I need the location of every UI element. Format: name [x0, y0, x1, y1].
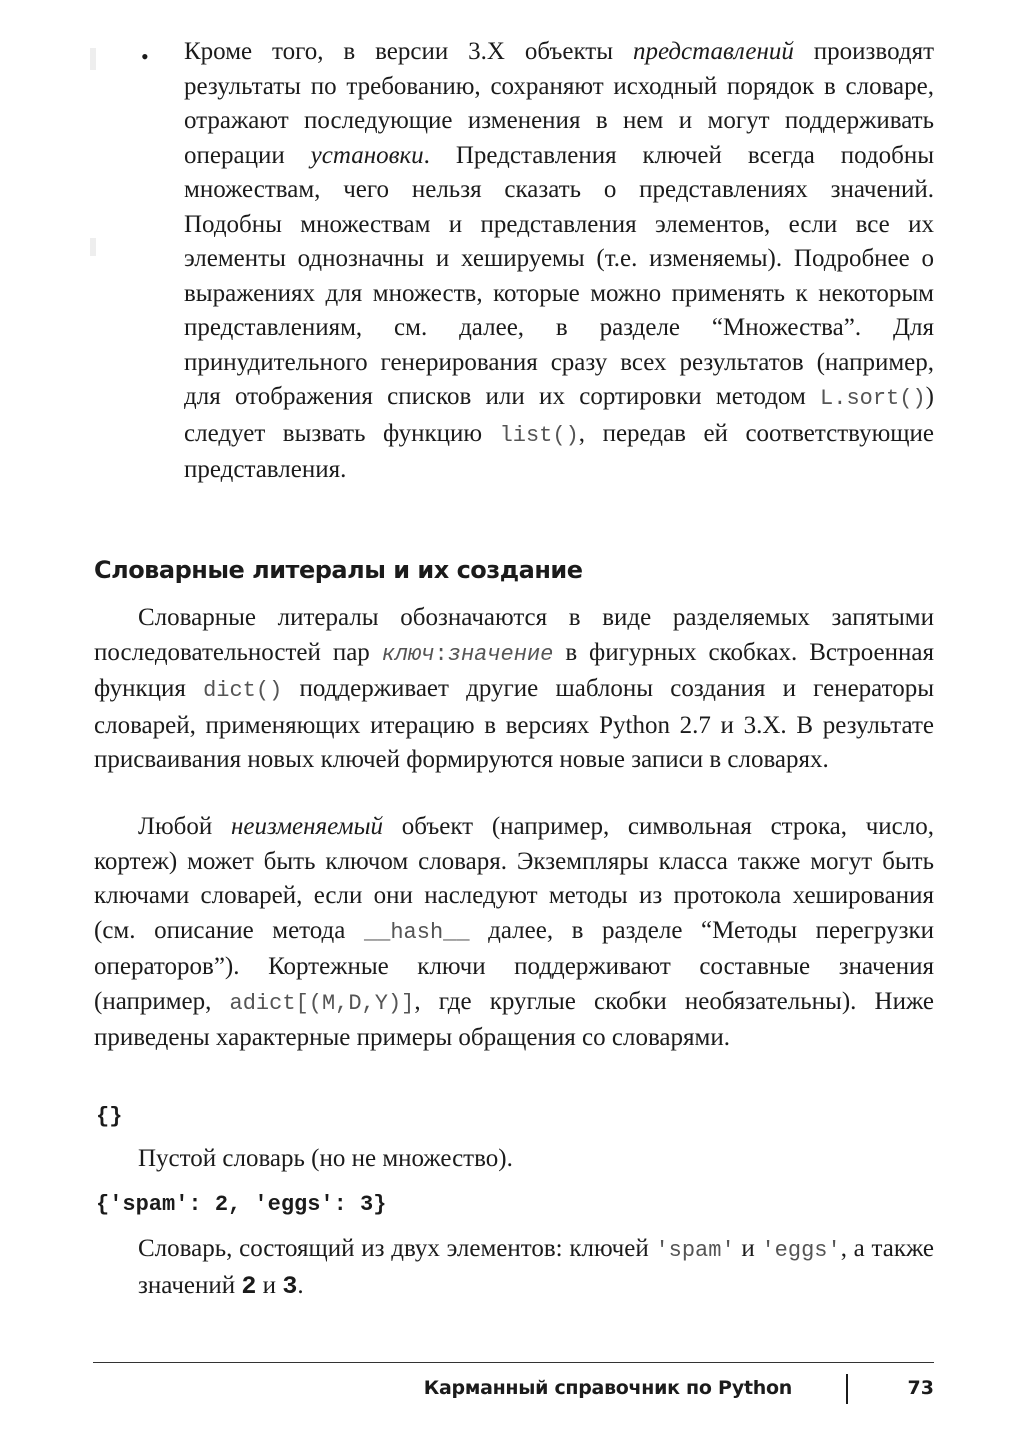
inline-code: dict(): [203, 678, 283, 703]
text-run: поддерживает другие шаблоны создания и генераторы словарей, применяющих итерацию в версиях Python 2.7 и 3.X. В результате присваивания новых ключей формируются новые записи в словарях.: [94, 675, 935, 773]
footer-rule: [93, 1362, 934, 1363]
text-run: . Представления ключей всегда подобны множествам, чего нельзя сказать о представлениях значений. Подобны множествам и представления элементов, если все их элементы однозначны и хешируемы (т.е. изменяемы). Подробнее о выражениях для множеств, которые можно применять к некоторым представлениям, см. далее, в разделе “Множества”. Для принудительного генерирования сразу всех результатов (например, для отображения списков или их сортировки методом: [184, 141, 934, 410]
paragraph-dictionary-literals: [94, 601, 934, 778]
text-run: , где круглые скобки необязательны). Ниже приведены характерные примеры обращения со словарями.: [94, 987, 934, 1051]
paragraph-dictionary-keys: [94, 810, 934, 1056]
example-code-term: {'spam': 2, 'eggs': 3}: [96, 1192, 387, 1217]
inline-code: L.sort(): [820, 386, 926, 411]
text-run: Словарные литералы обозначаются в виде разделяемых запятыми последовательностей пар: [94, 604, 934, 666]
text-run: объект (например, символьная строка, число, кортеж) может быть ключом словаря. Экземпляры класса также могут быть ключами словарей, если они наследуют методы из протокола хеширования (см. описание метода: [94, 813, 935, 944]
example-code-term: {}: [96, 1104, 123, 1129]
emphasis-term: установки: [310, 141, 424, 169]
scan-margin-mark: [90, 48, 96, 70]
text-run: и: [734, 1235, 762, 1262]
inline-code: 'eggs': [761, 1238, 841, 1263]
text-run: производят результаты по требованию, сохраняют исходный порядок в словаре, отражают последующие изменения в нем и могут поддерживать операции: [184, 38, 934, 169]
text-run: .: [297, 1271, 304, 1299]
section-heading: Словарные литералы и их создание: [94, 556, 583, 584]
inline-code-italic: значение: [447, 641, 554, 667]
bullet-marker: •: [141, 44, 149, 69]
inline-code-italic: ключ: [381, 641, 435, 667]
footer-separator: [846, 1374, 848, 1404]
running-footer-title: Карманный справочник по Python: [423, 1377, 792, 1399]
bullet-paragraph: [184, 35, 934, 488]
text-run: и: [256, 1271, 283, 1299]
text-run: , а также значений: [138, 1235, 934, 1299]
example-description: [138, 1232, 934, 1304]
text-run: ) следует вызвать функцию: [184, 383, 934, 447]
emphasis-term: неизменяемый: [230, 813, 384, 840]
inline-code: :: [434, 641, 448, 667]
inline-code: 'spam': [655, 1238, 735, 1263]
text-run: далее, в разделе “Методы перегрузки операторов”). Кортежные ключи поддерживают составные значения (например,: [94, 916, 934, 1015]
inline-code: adict[(M,D,Y)]: [229, 990, 415, 1016]
inline-code-bold: 2: [241, 1271, 257, 1301]
emphasis-term: представлений: [632, 38, 794, 65]
inline-code-bold: 3: [282, 1271, 298, 1301]
text-run: Словарь, состоящий из двух элементов: ключей: [138, 1235, 656, 1262]
text-run: Любой: [138, 813, 231, 840]
inline-code: __hash__: [363, 919, 470, 945]
text-run: , передав ей соответствующие представления.: [184, 419, 934, 483]
inline-code: list(): [499, 422, 579, 448]
scan-margin-mark: [90, 238, 96, 256]
page-number: 73: [907, 1377, 934, 1399]
text-run: в фигурных скобках. Встроенная функция: [94, 638, 934, 702]
text-run: Кроме того, в версии 3.X объекты: [184, 38, 633, 65]
example-description: Пустой словарь (но не множество).: [138, 1145, 513, 1172]
